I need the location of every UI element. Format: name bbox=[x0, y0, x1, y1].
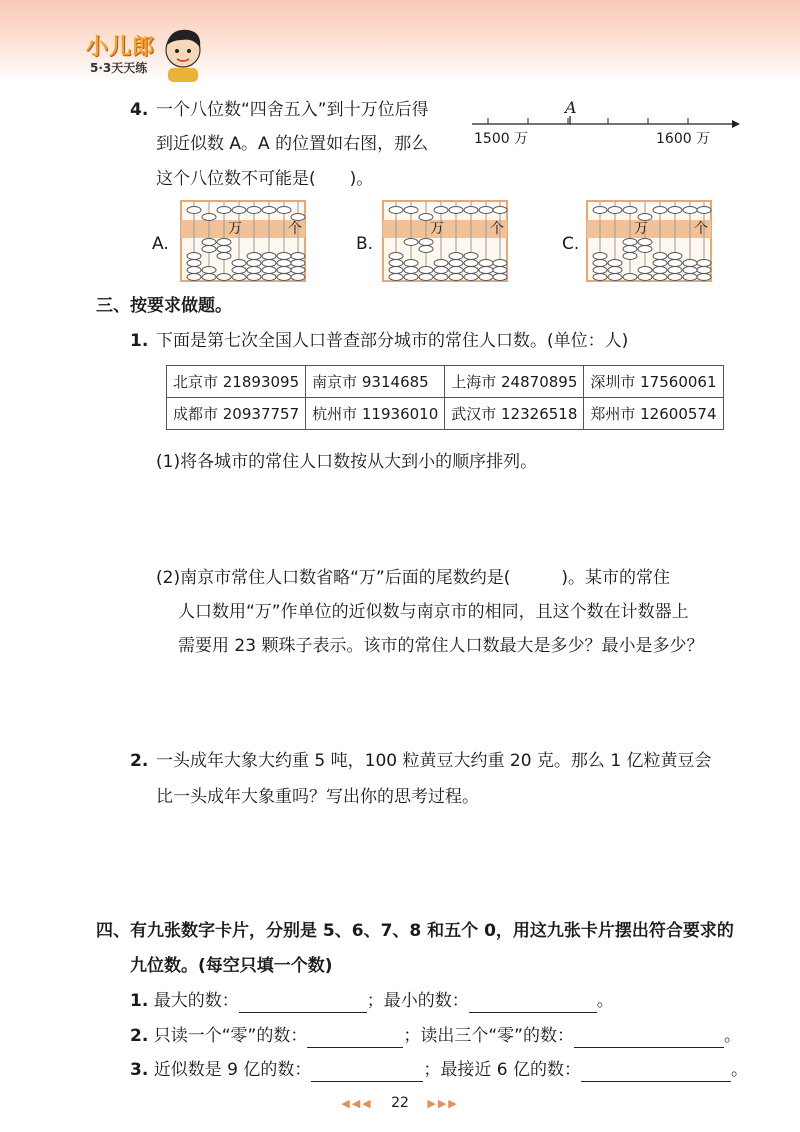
s4-item-b-label: ；最小的数： bbox=[366, 991, 469, 1011]
option-b-label: B. bbox=[356, 234, 374, 254]
population-table bbox=[166, 365, 724, 430]
s4-item-end: 。 bbox=[723, 1026, 741, 1046]
s4-item-a-label: 只读一个“零”的数： bbox=[153, 1026, 308, 1046]
table-cell: 郑州市 12600574 bbox=[584, 398, 723, 430]
s3q1-text: 下面是第七次全国人口普查部分城市的常住人口数。(单位：人) bbox=[156, 331, 629, 351]
abacus-c-label-ge: 个 bbox=[694, 221, 708, 237]
q4-number: 4. bbox=[130, 100, 149, 120]
table-cell: 武汉市 12326518 bbox=[445, 398, 584, 430]
answer-blank[interactable] bbox=[307, 1029, 403, 1048]
s3q2-number: 2. bbox=[130, 751, 149, 771]
table-cell: 深圳市 17560061 bbox=[584, 366, 723, 398]
abacus-a-label-wan: 万 bbox=[228, 221, 242, 237]
axis-point-label: A bbox=[565, 98, 577, 117]
q4-line1: 一个八位数“四舍五入”到十万位后得 bbox=[156, 100, 429, 120]
s4-item-end: 。 bbox=[596, 991, 614, 1011]
s4-item-number: 1. bbox=[130, 991, 149, 1011]
s4-item-b-label: ；读出三个“零”的数： bbox=[403, 1026, 574, 1046]
s4-item-number: 3. bbox=[130, 1060, 149, 1080]
axis-left-label: 1500 万 bbox=[474, 131, 529, 147]
s3q2-line1: 一头成年大象大约重 5 吨，100 粒黄豆大约重 20 克。那么 1 亿粒黄豆会 bbox=[156, 751, 712, 771]
q4-line2: 到近似数 A。A 的位置如右图，那么 bbox=[156, 134, 429, 154]
brand-subtitle: 5·3天天练 bbox=[90, 61, 148, 75]
answer-blank[interactable] bbox=[239, 994, 367, 1013]
s4-item-number: 2. bbox=[130, 1026, 149, 1046]
s3q1-sub2-line2: 人口数用“万”作单位的近似数与南京市的相同，且这个数在计数器上 bbox=[178, 602, 689, 622]
s3q1-sub2-line3: 需要用 23 颗珠子表示。该市的常住人口数最大是多少？最小是多少？ bbox=[178, 636, 704, 656]
prev-arrows-icon: ◀◀◀ bbox=[341, 1097, 373, 1110]
table-cell: 北京市 21893095 bbox=[167, 366, 306, 398]
abacus-c bbox=[586, 200, 712, 282]
s4-item-a-label: 近似数是 9 亿的数： bbox=[153, 1060, 312, 1080]
s4-item-b-label: ；最接近 6 亿的数： bbox=[423, 1060, 581, 1080]
s4-item-1 bbox=[130, 989, 614, 1013]
abacus-a bbox=[180, 200, 306, 282]
section3-title: 三、按要求做题。 bbox=[96, 296, 232, 316]
answer-blank[interactable] bbox=[581, 1063, 731, 1082]
axis-right-label: 1600 万 bbox=[656, 131, 711, 147]
page-footer bbox=[0, 1095, 800, 1111]
s3q1-number: 1. bbox=[130, 331, 149, 351]
brand-logo-text: 小儿郎 bbox=[86, 35, 156, 60]
table-cell: 杭州市 11936010 bbox=[306, 398, 445, 430]
abacus-a-label-ge: 个 bbox=[288, 221, 302, 237]
abacus-b-label-ge: 个 bbox=[490, 221, 504, 237]
s3q1-sub1: (1)将各城市的常住人口数按从大到小的顺序排列。 bbox=[156, 452, 538, 472]
s4-item-2 bbox=[130, 1024, 741, 1048]
s4-item-a-label: 最大的数： bbox=[153, 991, 239, 1011]
table-cell: 上海市 24870895 bbox=[445, 366, 584, 398]
table-cell: 南京市 9314685 bbox=[306, 366, 445, 398]
section4-title-line2: 九位数。(每空只填一个数) bbox=[130, 956, 333, 976]
abacus-b-label-wan: 万 bbox=[430, 221, 444, 237]
answer-blank[interactable] bbox=[469, 994, 597, 1013]
section4-title-line1: 四、有九张数字卡片，分别是 5、6、7、8 和五个 0，用这九张卡片摆出符合要求的 bbox=[96, 921, 734, 941]
s3q2-line2: 比一头成年大象重吗？写出你的思考过程。 bbox=[156, 787, 479, 807]
s4-item-end: 。 bbox=[730, 1060, 748, 1080]
table-row bbox=[167, 366, 724, 398]
table-cell: 成都市 20937757 bbox=[167, 398, 306, 430]
abacus-c-label-wan: 万 bbox=[634, 221, 648, 237]
option-c-label: C. bbox=[562, 234, 580, 254]
table-row bbox=[167, 398, 724, 430]
q4-line3: 这个八位数不可能是( )。 bbox=[156, 169, 374, 189]
page-number: 22 bbox=[391, 1095, 409, 1111]
abacus-b bbox=[382, 200, 508, 282]
next-arrows-icon: ▶▶▶ bbox=[427, 1097, 459, 1110]
answer-blank[interactable] bbox=[311, 1063, 423, 1082]
s3q1-sub2-line1: (2)南京市常住人口数省略“万”后面的尾数约是( )。某市的常住 bbox=[156, 568, 670, 588]
option-a-label: A. bbox=[152, 234, 169, 254]
mascot-icon bbox=[158, 22, 208, 82]
answer-blank[interactable] bbox=[574, 1029, 724, 1048]
s4-item-3 bbox=[130, 1058, 748, 1082]
